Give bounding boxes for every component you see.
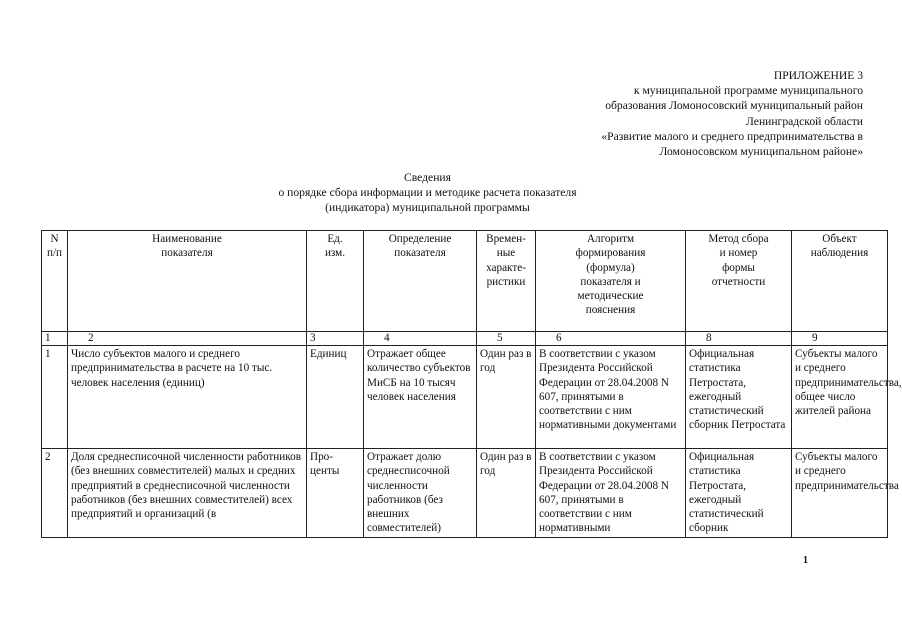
row-number: 2 bbox=[42, 449, 68, 538]
algorithm: В соответствии с указом Президента Российской Федерации от 28.04.2008 N 607, принятыми в соответствии с ним нормативными документами bbox=[536, 346, 686, 449]
column-number: 9 bbox=[792, 332, 888, 346]
indicator-name: Число субъектов малого и среднего предпринимательства в расчете на 10 тыс. человек населения (единиц) bbox=[68, 346, 307, 449]
header-cell: N п/п bbox=[42, 231, 68, 332]
column-number: 2 bbox=[68, 332, 307, 346]
title-line: о порядке сбора информации и методике расчета показателя bbox=[278, 186, 577, 199]
observation-object: Субъекты малого и среднего предпринимательства, общее число жителей района bbox=[792, 346, 888, 449]
table-row bbox=[42, 449, 888, 538]
time-characteristics: Один раз в год bbox=[477, 449, 536, 538]
header-cell: Определение показателя bbox=[364, 231, 477, 332]
table-row bbox=[42, 346, 888, 449]
page-number: 1 bbox=[803, 555, 808, 566]
definition: Отражает общее количество субъектов МиСБ на 10 тысяч человек населения bbox=[364, 346, 477, 449]
indicator-name: Доля среднесписочной численности работников (без внешних совместителей) малых и средних предприятий в среднесписочной численности работников (без внешних совместителей) всех предприятий и организаций (в bbox=[68, 449, 307, 538]
observation-object: Субъекты малого и среднего предпринимательства bbox=[792, 449, 888, 538]
collection-method: Официальная статистика Петростата, ежегодный статистический сборник Петростата bbox=[686, 346, 792, 449]
title-line: (индикатора) муниципальной программы bbox=[325, 201, 530, 214]
appendix-line: образования Ломоносовский муниципальный район bbox=[605, 99, 863, 113]
appendix-line: к муниципальной программе муниципального bbox=[633, 84, 863, 98]
table-header-row bbox=[42, 231, 888, 332]
appendix-line: ПРИЛОЖЕНИЕ 3 bbox=[773, 69, 863, 82]
algorithm: В соответствии с указом Президента Российской Федерации от 28.04.2008 N 607, принятыми в соответствии с ним нормативными bbox=[536, 449, 686, 538]
header-cell: Алгоритм формирования (формула) показателя и методические пояснения bbox=[536, 231, 686, 332]
appendix-line: «Развитие малого и среднего предпринимательства в bbox=[601, 129, 863, 143]
indicator-table bbox=[41, 230, 902, 538]
column-number: 6 bbox=[536, 332, 686, 346]
time-characteristics: Один раз в год bbox=[477, 346, 536, 449]
row-number: 1 bbox=[42, 346, 68, 449]
appendix-header bbox=[601, 68, 863, 159]
column-number: 4 bbox=[364, 332, 477, 346]
header-cell: Метод сбора и номер формы отчетности bbox=[686, 231, 792, 332]
column-number: 1 bbox=[42, 332, 68, 346]
definition: Отражает долю среднесписочной численности работников (без внешних совместителей) bbox=[364, 449, 477, 538]
column-number-row bbox=[42, 332, 888, 346]
header-cell: Наименование показателя bbox=[68, 231, 307, 332]
column-number: 5 bbox=[477, 332, 536, 346]
column-number: 3 bbox=[307, 332, 364, 346]
appendix-line: Ленинградской области bbox=[746, 114, 863, 128]
unit: Единиц bbox=[307, 346, 364, 449]
collection-method: Официальная статистика Петростата, ежегодный статистический сборник bbox=[686, 449, 792, 538]
document-title bbox=[0, 170, 855, 215]
header-cell: Объект наблюдения bbox=[792, 231, 888, 332]
header-cell: Времен- ные характе- ристики bbox=[477, 231, 536, 332]
title-line: Сведения bbox=[404, 171, 451, 184]
header-cell: Ед. изм. bbox=[307, 231, 364, 332]
column-number: 8 bbox=[686, 332, 792, 346]
appendix-line: Ломоносовском муниципальном районе» bbox=[659, 145, 863, 159]
unit: Про-центы bbox=[307, 449, 364, 538]
